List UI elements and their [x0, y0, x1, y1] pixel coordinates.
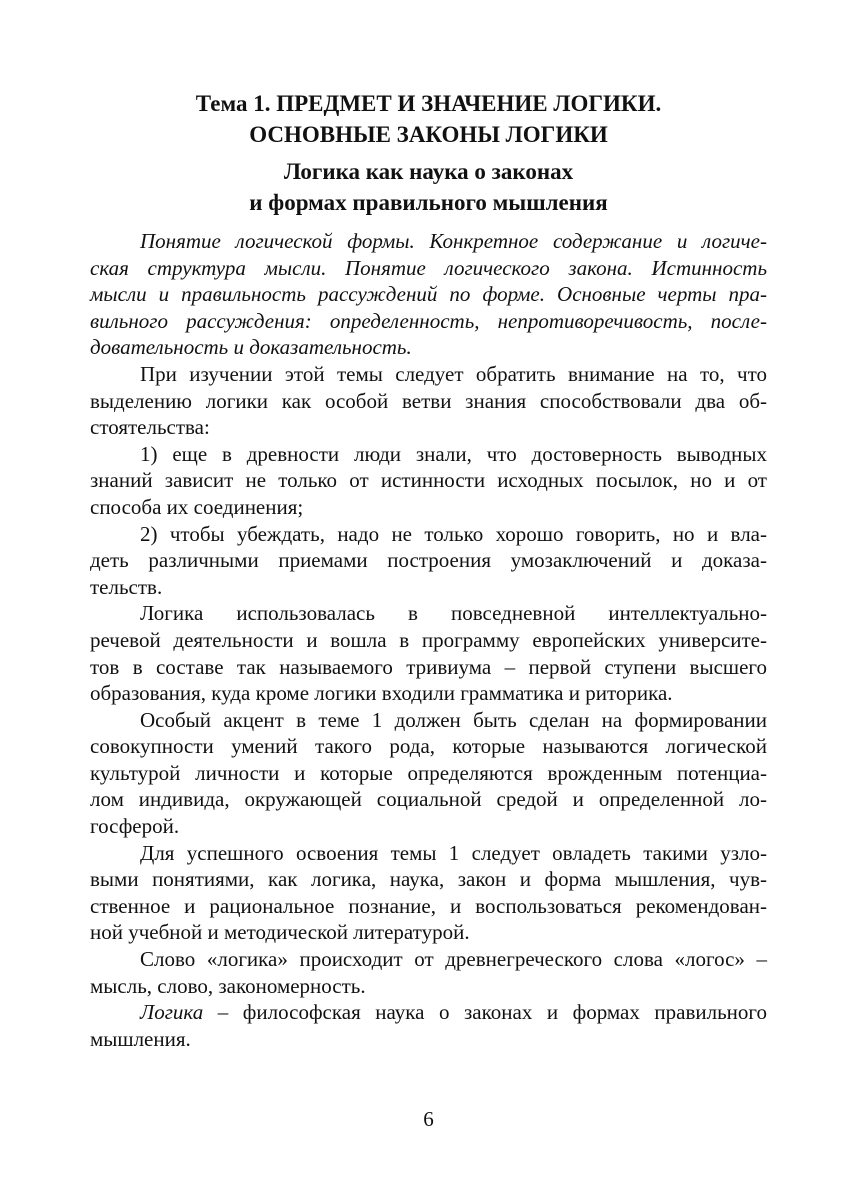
paragraph-2 [90, 600, 767, 706]
text-line: способа их соединения; [90, 494, 304, 519]
topic-heading-line-2: ОСНОВНЫЕ ЗАКОНЫ ЛОГИКИ [249, 122, 608, 147]
text-line: Для успешного освоения темы 1 следует овладеть такими узло- [140, 840, 767, 865]
text-line: знаний зависит не только от истинности исходных посылок, но и от [90, 468, 767, 493]
text-line: Слово «логика» происходит от древнегреческого слова «логос» – [140, 947, 767, 972]
text-line: Понятие логической формы. Конкретное содержание и логиче- [140, 229, 767, 253]
definition-paragraph [90, 999, 767, 1052]
topic-heading-line-1: Тема 1. ПРЕДМЕТ И ЗНАЧЕНИЕ ЛОГИКИ. [195, 91, 662, 116]
paragraph-5 [90, 946, 767, 999]
section-subheading-line-1: Логика как наука о законах [283, 159, 574, 184]
topic-heading [90, 88, 767, 150]
page-number: 6 [423, 1107, 434, 1131]
text-line: Логика использовалась в повседневной интеллектуально- [140, 601, 767, 626]
definition-text: – философская наука о законах и формах правильного [203, 1000, 767, 1025]
defined-term: Логика [140, 1000, 204, 1025]
body-text [90, 228, 767, 1052]
list-item-1 [90, 441, 767, 521]
text-line: речевой деятельности и вошла в программу европейских университе- [90, 627, 767, 652]
text-line: совокупности умений такого рода, которые называются логической [90, 734, 767, 759]
text-line: ская структура мысли. Понятие логического закона. Истинность [90, 255, 767, 280]
text-line: тельств. [90, 574, 163, 599]
intro-italic-paragraph [90, 228, 767, 361]
text-line: деть различными приемами построения умозаключений и доказа- [90, 548, 767, 573]
text-line: лом индивида, окружающей социальной средой и определенной ло- [90, 787, 767, 812]
paragraph-3 [90, 707, 767, 840]
paragraph-4 [90, 840, 767, 946]
text-line: довательность и доказательность. [90, 335, 412, 360]
text-line: 2) чтобы убеждать, надо не только хорошо говорить, но и вла- [140, 521, 767, 546]
paragraph-1 [90, 361, 767, 441]
text-line: вильного рассуждения: определенность, непротиворечивость, после- [90, 308, 767, 333]
text-line: стоятельства: [90, 415, 210, 440]
text-line: Особый акцент в теме 1 должен быть сделан на формировании [140, 707, 767, 732]
text-line: выделению логики как особой ветви знания способствовали два об- [90, 388, 767, 413]
text-line: мышления. [90, 1026, 191, 1051]
text-line: ственное и рациональное познание, и воспользоваться рекомендован- [90, 893, 767, 918]
text-line: При изучении этой темы следует обратить внимание на то, что [140, 361, 767, 386]
text-line: выми понятиями, как логика, наука, закон и форма мышления, чув- [90, 867, 767, 892]
section-subheading-line-2: и формах правильного мышления [249, 190, 608, 215]
section-subheading [90, 156, 767, 218]
text-line: мысль, слово, закономерность. [90, 973, 366, 998]
list-item-2 [90, 521, 767, 601]
text-line: госферой. [90, 814, 180, 839]
text-line: мысли и правильность рассуждений по форме. Основные черты пра- [90, 282, 767, 307]
text-line: ной учебной и методической литературой. [90, 920, 470, 945]
text-line: культурой личности и которые определяются врожденным потенциа- [90, 760, 767, 785]
text-line: образования, куда кроме логики входили грамматика и риторика. [90, 681, 673, 706]
text-line: тов в составе так называемого тривиума – первой ступени высшего [90, 654, 767, 679]
text-line [90, 999, 767, 1026]
text-line: 1) еще в древности люди знали, что достоверность выводных [140, 441, 767, 466]
